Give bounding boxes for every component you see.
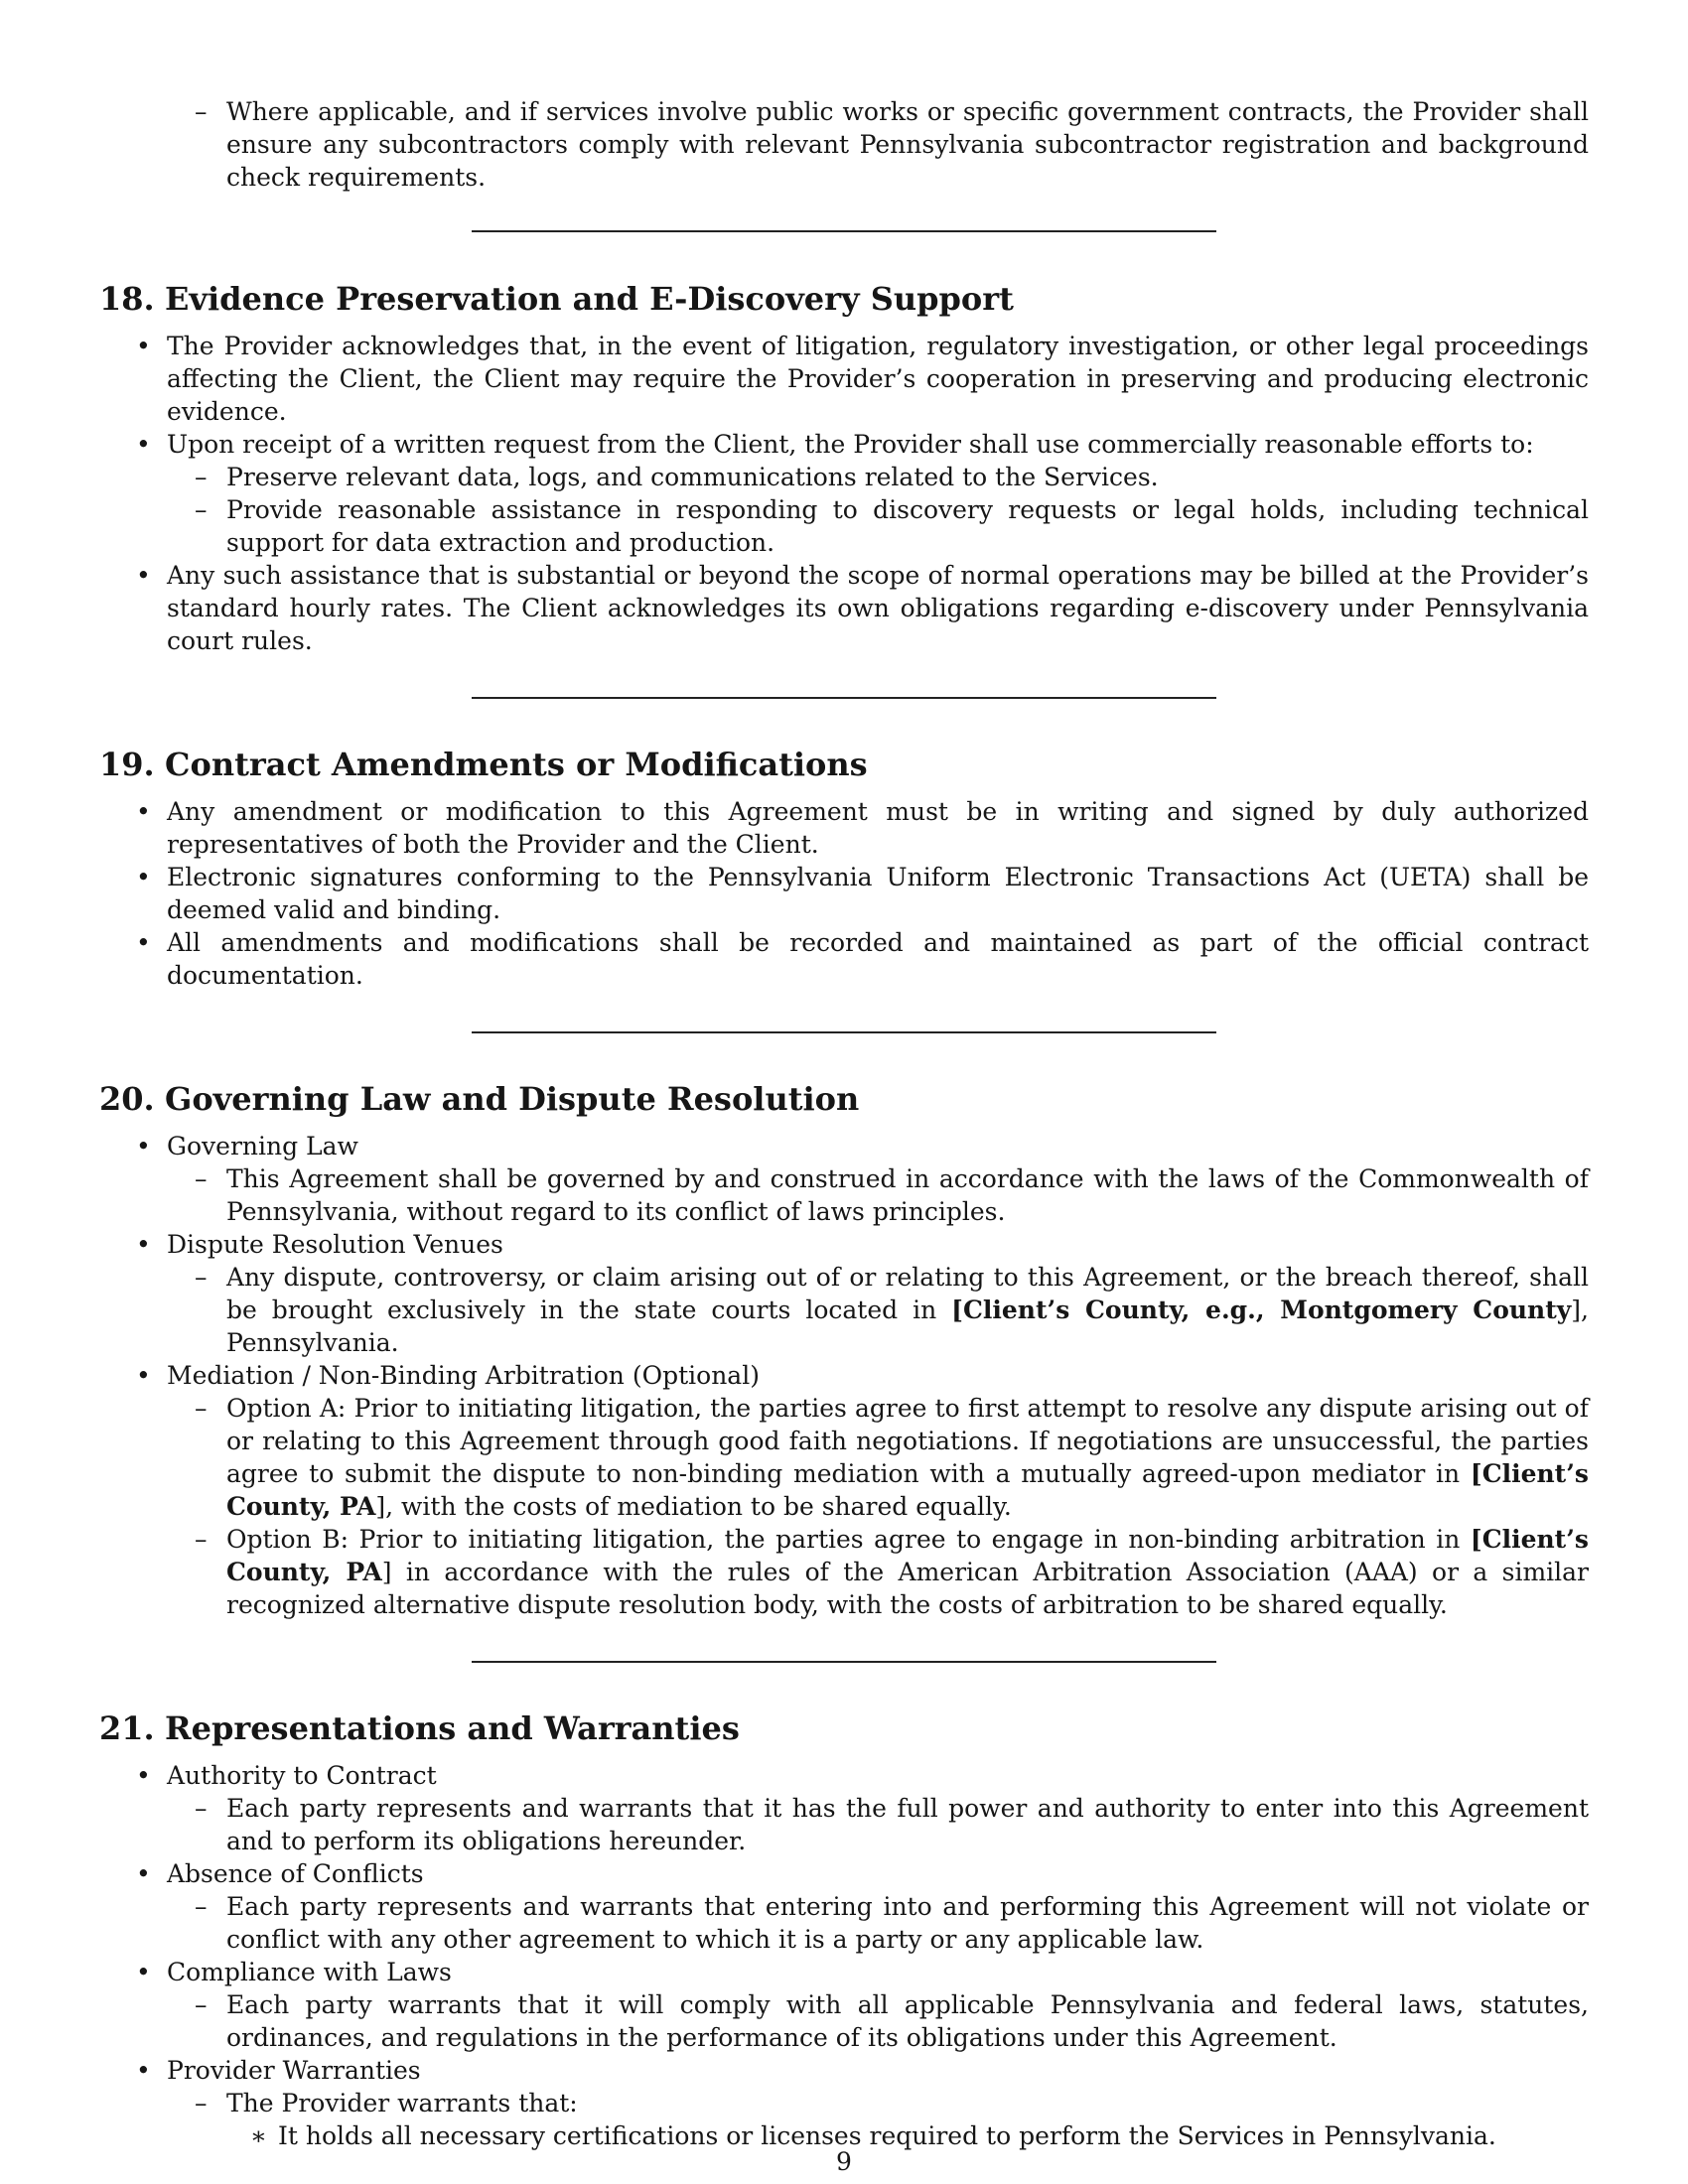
section-title: Representations and Warranties bbox=[165, 1709, 740, 1747]
page-number: 9 bbox=[836, 2147, 852, 2176]
list-subitem: – Where applicable, and if services involve public works or specific government contracts, the Provider shall ensure any subcontractors comply with relevant Pennsylvania subcontractor registration and background check requirements. bbox=[99, 95, 1589, 194]
section-title: Governing Law and Dispute Resolution bbox=[165, 1080, 860, 1118]
list-item: • Any such assistance that is substantial or beyond the scope of normal operations may be billed at the Provider’s standard hourly rates. The Client acknowledges its own obligations regarding e-discovery under Pennsylvania court rules. bbox=[99, 559, 1589, 657]
list-item: • Compliance with Laws bbox=[99, 1956, 1589, 1988]
clause-text: ] in accordance with the rules of the American Arbitration Association (AAA) or a similar recognized alternative dispute resolution body, with the costs of arbitration to be shared equally. bbox=[226, 1558, 1590, 1619]
list-item: • Absence of Conflicts bbox=[99, 1857, 1589, 1890]
list-subitem: – This Agreement shall be governed by and construed in accordance with the laws of the Commonwealth of Pennsylvania, without regard to its conflict of laws principles. bbox=[99, 1162, 1589, 1228]
section-heading-21 bbox=[99, 1708, 1589, 1748]
list-subitem bbox=[99, 1523, 1589, 1621]
clause-text: Option B: Prior to initiating litigation, the parties agree to engage in non-binding arbitration in bbox=[226, 1525, 1471, 1554]
section-title: Contract Amendments or Modifications bbox=[165, 746, 868, 783]
section-18-list bbox=[99, 330, 1589, 657]
list-item: • Electronic signatures conforming to the Pennsylvania Uniform Electronic Transactions Act (UETA) shall be deemed valid and binding. bbox=[99, 861, 1589, 926]
list-subitem: – The Provider warrants that: bbox=[99, 2087, 1589, 2119]
list-item: • Governing Law bbox=[99, 1130, 1589, 1162]
section-divider bbox=[472, 1661, 1216, 1663]
section-19-list bbox=[99, 795, 1589, 992]
list-item: • Dispute Resolution Venues bbox=[99, 1228, 1589, 1261]
section-title: Evidence Preservation and E-Discovery Support bbox=[165, 280, 1014, 318]
section-heading-18 bbox=[99, 279, 1589, 319]
list-subsubitem: ∗ It holds all necessary certifications or licenses required to perform the Services in Pennsylvania. bbox=[99, 2119, 1589, 2152]
list-item: • All amendments and modifications shall be recorded and maintained as part of the official contract documentation. bbox=[99, 926, 1589, 992]
section-heading-19 bbox=[99, 745, 1589, 784]
clause-text: ], Pennsylvania. bbox=[226, 1296, 1589, 1357]
section-number: 18. bbox=[99, 280, 155, 318]
section-number: 20. bbox=[99, 1080, 155, 1118]
section-20-list bbox=[99, 1130, 1589, 1621]
list-subitem: – Each party represents and warrants that entering into and performing this Agreement will not violate or conflict with any other agreement to which it is a party or any applicable law. bbox=[99, 1890, 1589, 1956]
section-divider bbox=[472, 697, 1216, 699]
section-divider bbox=[472, 230, 1216, 232]
section-21-list bbox=[99, 1759, 1589, 2152]
clause-text: Option A: Prior to initiating litigation, the parties agree to first attempt to resolve any dispute arising out of or relating to this Agreement through good faith negotiations. If negotiations are unsuccessful, the parties agree to submit the dispute to non-binding mediation with a mutually agreed-upon mediator in bbox=[226, 1394, 1589, 1488]
list-subitem bbox=[99, 1261, 1589, 1359]
section-divider bbox=[472, 1031, 1216, 1033]
page-content bbox=[99, 95, 1589, 2152]
section-number: 21. bbox=[99, 1709, 155, 1747]
clause-text: ], with the costs of mediation to be shared equally. bbox=[375, 1492, 1012, 1521]
placeholder-client-county: [Client’s County, PA bbox=[226, 1459, 1589, 1521]
list-item: • Provider Warranties bbox=[99, 2054, 1589, 2087]
list-subitem: – Each party warrants that it will comply with all applicable Pennsylvania and federal laws, statutes, ordinances, and regulations in the performance of its obligations under this Agreement. bbox=[99, 1988, 1589, 2054]
clause-text: Any dispute, controversy, or claim arising out of or relating to this Agreement, or the breach thereof, shall be brought exclusively in the state courts located in bbox=[226, 1263, 1589, 1324]
section-number: 19. bbox=[99, 746, 155, 783]
list-item: • Mediation / Non-Binding Arbitration (Optional) bbox=[99, 1359, 1589, 1392]
placeholder-client-county: [Client’s County, PA bbox=[226, 1525, 1589, 1586]
placeholder-client-county: [Client’s County, e.g., Montgomery County bbox=[951, 1296, 1572, 1324]
list-item: • Upon receipt of a written request from the Client, the Provider shall use commercially reasonable efforts to: bbox=[99, 428, 1589, 461]
section-heading-20 bbox=[99, 1079, 1589, 1119]
list-subitem bbox=[99, 1392, 1589, 1523]
list-subitem: – Each party represents and warrants that it has the full power and authority to enter into this Agreement and to perform its obligations hereunder. bbox=[99, 1792, 1589, 1857]
list-item: • Authority to Contract bbox=[99, 1759, 1589, 1792]
list-item: • Any amendment or modification to this Agreement must be in writing and signed by duly authorized representatives of both the Provider and the Client. bbox=[99, 795, 1589, 861]
list-subitem: – Provide reasonable assistance in responding to discovery requests or legal holds, including technical support for data extraction and production. bbox=[99, 493, 1589, 559]
list-subitem: – Preserve relevant data, logs, and communications related to the Services. bbox=[99, 461, 1589, 493]
list-item: • The Provider acknowledges that, in the event of litigation, regulatory investigation, or other legal proceedings affecting the Client, the Client may require the Provider’s cooperation in preserving and producing electronic evidence. bbox=[99, 330, 1589, 428]
